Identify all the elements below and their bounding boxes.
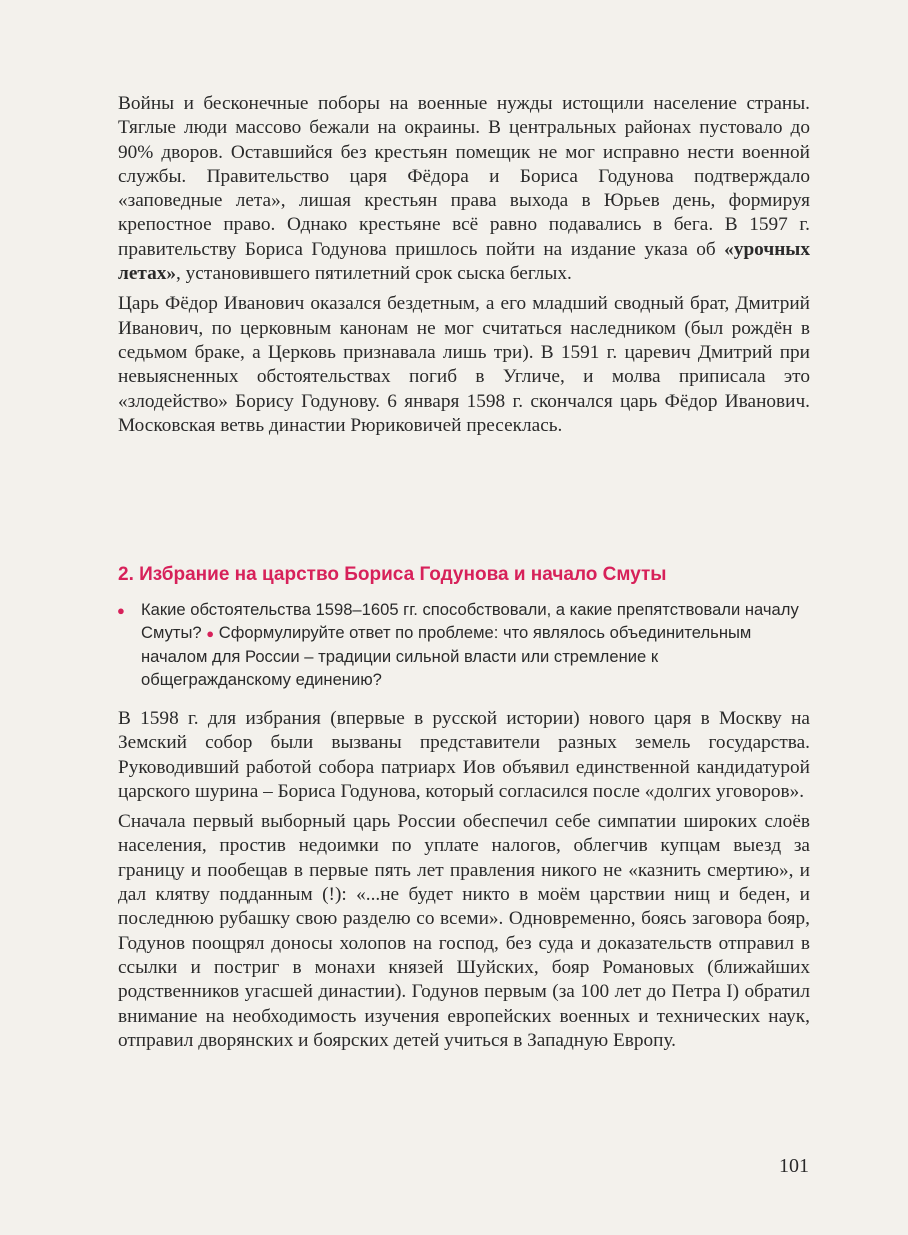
term-urochnye-leta: «урочных летах»: [118, 238, 810, 285]
bullet-icon: ●: [117, 603, 125, 618]
paragraph-3: В 1598 г. для избрания (впервые в русской истории) нового царя в Москву на Земский собор были вызваны представители разных земель государства. Руководивший работой собора патриарх Иов объявил единственной кандидатурой царского шурина – Бориса Годунова, который согласился после «долгих уговоров».: [118, 708, 810, 802]
question-2: Сформулируйте ответ по проблеме: что являлось объединительным началом для России – традиции сильной власти или стремление к общегражданскому единению?: [141, 623, 752, 689]
paragraph-2-text: Царь Фёдор Иванович оказался бездетным, а его младший сводный брат, Дмитрий Иванович, по церковным канонам не мог считаться наследником (был рождён в седьмом браке, а Церковь признавала лишь три). В 1591 г. царевич Дмитрий при невыясненных обстоятельствах погиб в Угличе, и молва приписала это «злодейство» Борису Годунову. 6 января 1598 г. скончался царь Фёдор Иванович. Московская ветвь династии Рюриковичей пресеклась.: [118, 293, 810, 436]
question-1: Какие обстоятельства 1598–1605 гг. способствовали, а какие препятствовали началу Смуты?: [141, 600, 799, 642]
paragraph-4: Сначала первый выборный царь России обеспечил себе симпатии широких слоёв населения, простив недоимки по уплате налогов, облегчив купцам выезд за границу и пообещав в первые пять лет правления никого не «казнить смертию», и дал клятву подданным (!): «...не будет никто в моём царствии нищ и беден, и последнюю рубашку свою разделю со всеми». Одновременно, боясь заговора бояр, Годунов поощрял доносы холопов на господ, без суда и доказательств отправил в ссылки и постриг в монахи князей Шуйских, бояр Романовых (ближайших родственников угасшей династии). Годунов первым (за 100 лет до Петра I) обратил внимание на необходимость изучения европейских военных и технических наук, отправил дворянских и боярских детей учиться в Западную Европу.: [118, 811, 810, 1051]
section-heading: 2. Избрание на царство Бориса Годунова и начало Смуты: [118, 564, 667, 585]
review-questions: [117, 598, 811, 691]
bullet-icon: ●: [206, 626, 215, 641]
paragraph-1-tail: , установившего пятилетний срок сыска беглых.: [176, 263, 572, 285]
top-text-block: [118, 92, 810, 438]
bottom-text-block: [118, 707, 810, 1053]
page-number: 101: [779, 1155, 809, 1177]
paragraph-1: [118, 92, 810, 286]
paragraph-2: [118, 292, 810, 438]
paragraph-1-text: Войны и бесконечные поборы на военные нужды истощили население страны. Тяглые люди массово бежали на окраины. В центральных районах пустовало до 90% дворов. Оставшийся без крестьян помещик не мог исправно нести военной службы. Правительство царя Фёдора и Бориса Годунова подтверждало «заповедные лета», лишая крестьян права выхода в Юрьев день, формируя крепостное право. Однако крестьяне всё равно подавались в бега. В 1597 г. правительству Бориса Годунова пришлось пойти на издание указа об: [118, 93, 810, 260]
